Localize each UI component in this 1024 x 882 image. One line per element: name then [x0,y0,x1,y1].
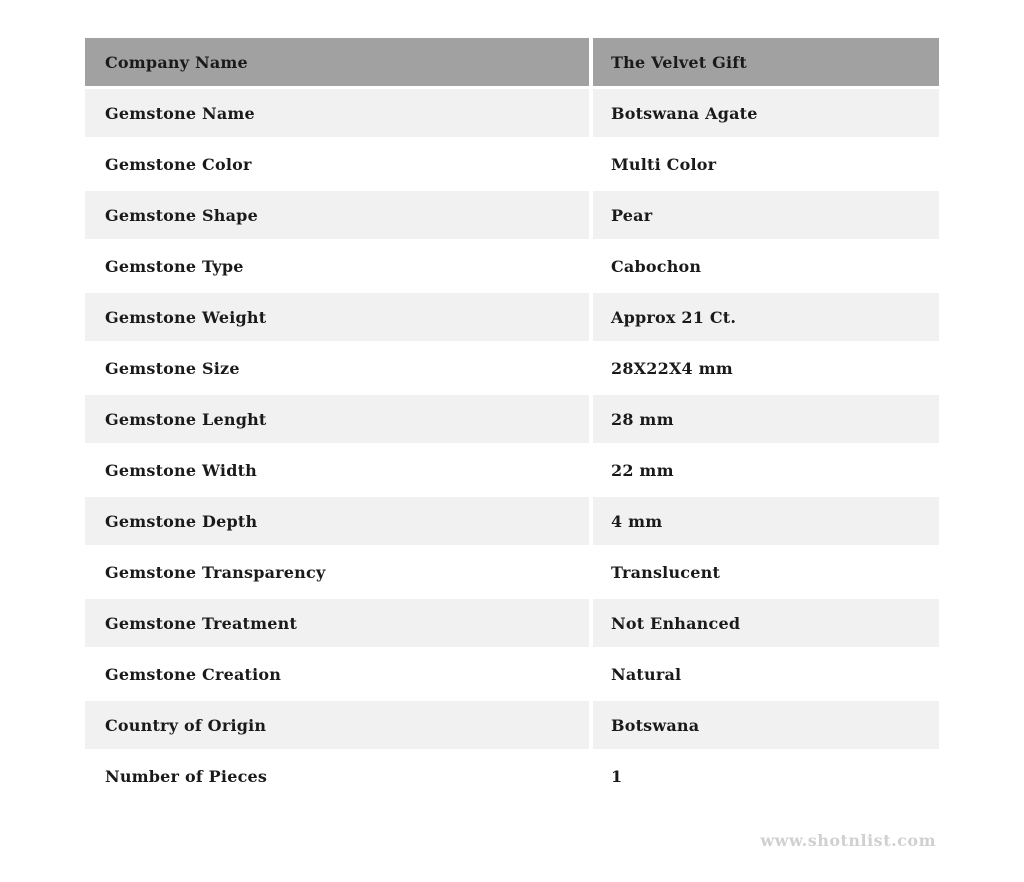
table-row [85,242,939,290]
row-value-cell: Botswana [593,701,939,749]
table-header-row [85,38,939,86]
header-value-cell: The Velvet Gift [593,38,939,86]
row-value-cell: 1 [593,752,939,800]
row-value-cell: Multi Color [593,140,939,188]
row-value-cell: Natural [593,650,939,698]
table-row [85,140,939,188]
gemstone-spec-table [85,38,939,800]
row-label-cell: Gemstone Treatment [85,599,589,647]
row-value-cell: 28 mm [593,395,939,443]
row-label-cell: Gemstone Transparency [85,548,589,596]
table-row [85,344,939,392]
table-row [85,599,939,647]
row-label-cell: Gemstone Name [85,89,589,137]
row-label-cell: Gemstone Width [85,446,589,494]
header-label-cell: Company Name [85,38,589,86]
row-label-cell: Gemstone Lenght [85,395,589,443]
table-row [85,548,939,596]
row-label-cell: Gemstone Shape [85,191,589,239]
row-value-cell: 22 mm [593,446,939,494]
row-label-cell: Gemstone Type [85,242,589,290]
row-value-cell: Translucent [593,548,939,596]
table-row [85,395,939,443]
watermark-text: www.shotnlist.com [760,831,936,850]
row-value-cell: 28X22X4 mm [593,344,939,392]
row-value-cell: 4 mm [593,497,939,545]
row-value-cell: Cabochon [593,242,939,290]
row-label-cell: Gemstone Size [85,344,589,392]
table-row [85,650,939,698]
row-label-cell: Country of Origin [85,701,589,749]
table-row [85,191,939,239]
table-row [85,497,939,545]
table-row [85,701,939,749]
table-row [85,446,939,494]
row-value-cell: Approx 21 Ct. [593,293,939,341]
row-value-cell: Botswana Agate [593,89,939,137]
row-label-cell: Gemstone Weight [85,293,589,341]
table-row [85,293,939,341]
row-value-cell: Not Enhanced [593,599,939,647]
row-label-cell: Number of Pieces [85,752,589,800]
spec-rows [85,89,939,800]
row-label-cell: Gemstone Creation [85,650,589,698]
row-value-cell: Pear [593,191,939,239]
row-label-cell: Gemstone Depth [85,497,589,545]
table-row [85,752,939,800]
row-label-cell: Gemstone Color [85,140,589,188]
table-row [85,89,939,137]
